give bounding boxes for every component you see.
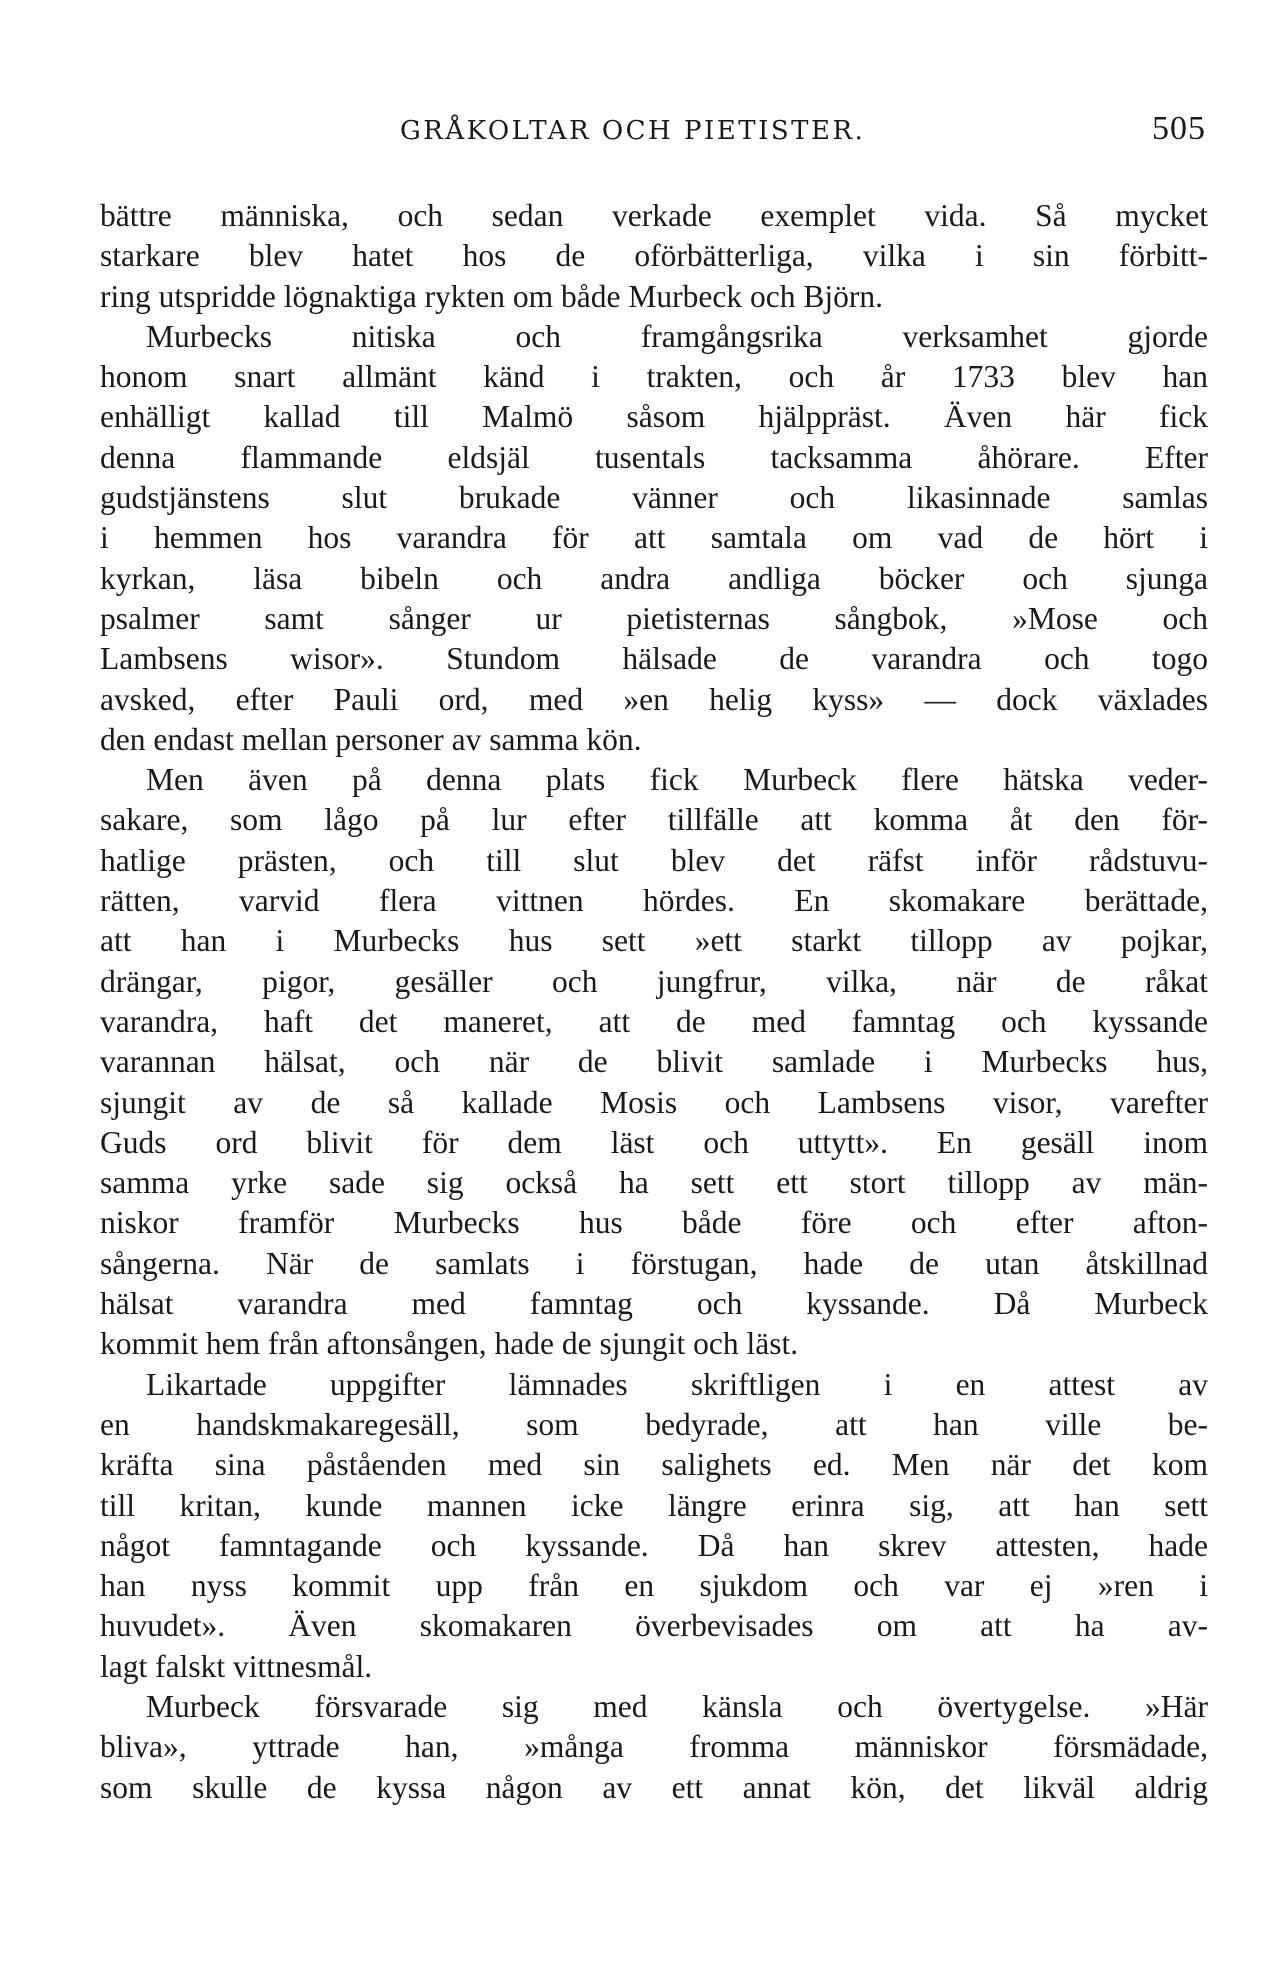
text-line: att han i Murbecks hus sett »ett starkt tillopp av pojkar, — [100, 923, 1208, 959]
text-line: honom snart allmänt känd i trakten, och år 1733 blev han — [100, 359, 1208, 395]
text-line: till kritan, kunde mannen icke längre erinra sig, att han sett — [100, 1487, 1208, 1523]
body-text — [100, 196, 1208, 1808]
text-line: lagt falskt vittnesmål. — [100, 1648, 373, 1684]
text-line: hatlige prästen, och till slut blev det räfst inför rådstuvu- — [100, 842, 1208, 878]
text-line: Murbeck försvarade sig med känsla och övertygelse. »Här — [146, 1688, 1208, 1724]
text-line: i hemmen hos varandra för att samtala om vad de hört i — [100, 520, 1208, 556]
text-line: kommit hem från aftonsången, hade de sjungit och läst. — [100, 1326, 799, 1362]
text-line: sjungit av de så kallade Mosis och Lambsens visor, varefter — [100, 1084, 1208, 1120]
text-line: avsked, efter Pauli ord, med »en helig kyss» — dock växlades — [100, 681, 1208, 717]
text-line: den endast mellan personer av samma kön. — [100, 721, 642, 757]
text-line: hälsat varandra med famntag och kyssande. Då Murbeck — [100, 1286, 1208, 1322]
text-line: han nyss kommit upp från en sjukdom och var ej »ren i — [100, 1568, 1208, 1604]
text-line: bliva», yttrade han, »många fromma människor försmädade, — [100, 1729, 1208, 1765]
text-line: denna flammande eldsjäl tusentals tacksamma åhörare. Efter — [100, 439, 1208, 475]
text-line: huvudet». Även skomakaren överbevisades om att ha av- — [100, 1608, 1208, 1644]
text-line: Guds ord blivit för dem läst och uttytt». En gesäll inom — [100, 1124, 1208, 1160]
text-line: sakare, som lågo på lur efter tillfälle att komma åt den för- — [100, 802, 1208, 838]
text-line: Likartade uppgifter lämnades skriftligen i en attest av — [146, 1366, 1208, 1402]
text-line: Men även på denna plats fick Murbeck flere hätska veder- — [146, 762, 1208, 798]
text-line: varannan hälsat, och när de blivit samlade i Murbecks hus, — [100, 1044, 1208, 1080]
text-line: ring utspridde lögnaktiga rykten om både Murbeck och Björn. — [100, 278, 883, 314]
text-line: kyrkan, läsa bibeln och andra andliga böcker och sjunga — [100, 560, 1208, 596]
text-line: starkare blev hatet hos de oförbätterliga, vilka i sin förbitt- — [100, 238, 1208, 274]
text-line: en handskmakaregesäll, som bedyrade, att han ville be- — [100, 1406, 1208, 1442]
text-line: gudstjänstens slut brukade vänner och likasinnade samlas — [100, 480, 1208, 516]
text-line: som skulle de kyssa någon av ett annat kön, det likväl aldrig — [100, 1769, 1208, 1805]
page-number: 505 — [1152, 110, 1206, 147]
text-line: rätten, varvid flera vittnen hördes. En skomakare berättade, — [100, 883, 1208, 919]
text-line: niskor framför Murbecks hus både före och efter afton- — [100, 1205, 1208, 1241]
text-line: samma yrke sade sig också ha sett ett stort tillopp av män- — [100, 1165, 1208, 1201]
text-line: Lambsens wisor». Stundom hälsade de varandra och togo — [100, 641, 1208, 677]
text-line: varandra, haft det maneret, att de med famntag och kyssande — [100, 1003, 1208, 1039]
page-header — [100, 106, 1208, 150]
text-line: kräfta sina påståenden med sin salighets ed. Men när det kom — [100, 1447, 1208, 1483]
text-line: Murbecks nitiska och framgångsrika verksamhet gjorde — [146, 318, 1208, 354]
text-line: psalmer samt sånger ur pietisternas sångbok, »Mose och — [100, 600, 1208, 636]
text-line: sångerna. När de samlats i förstugan, hade de utan åtskillnad — [100, 1245, 1208, 1281]
running-title: GRÅKOLTAR OCH PIETISTER. — [400, 116, 866, 146]
text-line: något famntagande och kyssande. Då han skrev attesten, hade — [100, 1527, 1208, 1563]
text-line: drängar, pigor, gesäller och jungfrur, vilka, när de råkat — [100, 963, 1208, 999]
text-line: bättre människa, och sedan verkade exemplet vida. Så mycket — [100, 198, 1208, 233]
text-line: enhälligt kallad till Malmö såsom hjälppräst. Även här fick — [100, 399, 1208, 435]
